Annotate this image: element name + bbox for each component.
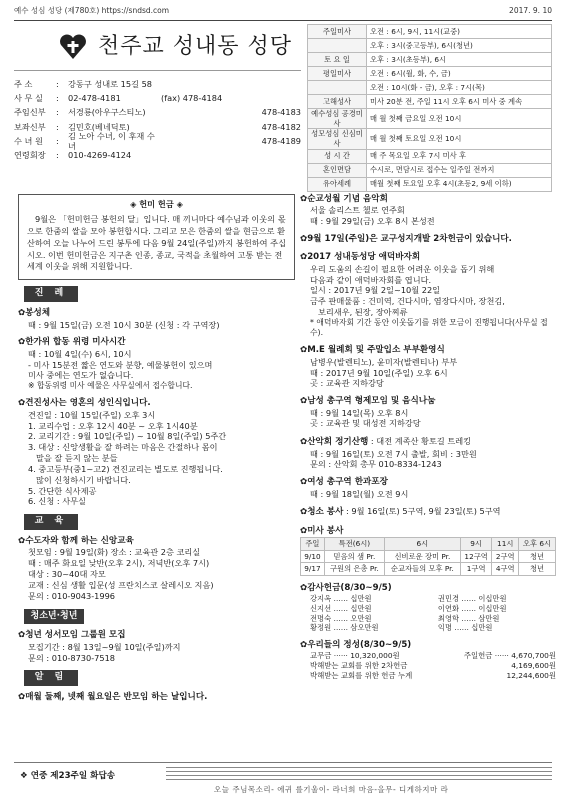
- text-line: 오전 : 6시, 9시, 11시(교중): [367, 25, 552, 39]
- text-line: [308, 81, 367, 95]
- text-line: 때 : 9월 29일(금) 오후 8시 본성전: [310, 216, 435, 227]
- text-line: 주임신부: [14, 107, 46, 118]
- notice-item: [300, 345, 556, 389]
- info-row: 주 소 : 강동구 성내로 15길 58: [14, 77, 301, 91]
- divider: [14, 20, 552, 21]
- notice-item: [300, 436, 556, 470]
- info-row: 연령회장 : 010-4269-4124: [14, 148, 301, 162]
- text-line: 주 소: [14, 78, 33, 89]
- text-line: (fax) 478-4184: [161, 93, 223, 104]
- text-line: 12구역: [460, 550, 492, 563]
- text-line: 곳 : 교육관 및 대성전 지하강당: [310, 418, 421, 429]
- text-line: 수시로, 면담시로 접수는 일주일 전까지: [367, 163, 552, 177]
- text-line: 김민호(베네딕토): [68, 121, 130, 132]
- contact-info: [14, 77, 301, 163]
- schedule-row: [308, 129, 552, 149]
- text-line: ✿ 감사헌금(8/30~9/5): [300, 583, 556, 594]
- text-line: ✿ 2017 성내동성당 애덕바자회: [300, 252, 556, 263]
- responsorial-psalm: [14, 762, 552, 795]
- text-line: ✿ 수도자와 함께 하는 신앙교육: [18, 536, 295, 547]
- notice-item: [300, 640, 556, 681]
- text-line: 일시 : 2017년 9월 2일~10월 22일: [310, 285, 441, 296]
- text-line: ✿ 매월 둘째, 넷째 월요일은 반모임 하는 날입니다.: [18, 692, 295, 703]
- notice-item: [300, 194, 556, 227]
- text-line: 때 : 매주 화요일 낮반(오후 2시), 저녁반(오후 7시): [28, 558, 210, 569]
- notice-item: [300, 234, 556, 245]
- text-line: 모집기간 : 8월 13일~9월 10일(주일)까지: [28, 641, 181, 652]
- text-line: 신비로운 장미 Pr.: [384, 550, 460, 563]
- left-column: [18, 194, 295, 711]
- schedule-row: [308, 39, 552, 53]
- text-line: 성 시 간: [308, 149, 367, 163]
- notice-item: [300, 252, 556, 338]
- text-line: 박해받는 교회를 위한 2차헌금: [310, 660, 408, 670]
- text-line: 우리 도움의 손길이 필요한 어려운 이웃을 돕기 위해: [310, 263, 495, 274]
- text-line: 다음과 같이 애덕바자회를 엽니다.: [310, 274, 432, 285]
- text-line: 연령회장: [14, 150, 46, 161]
- text-line: 1. 교리수업 : 오후 12시 40분 ~ 오후 1시40분: [28, 420, 198, 431]
- text-line: 5. 간단한 식사제공: [28, 485, 97, 496]
- text-line: 강동구 성내로 15길 58: [68, 78, 153, 89]
- text-line: 서경룡(아우구스티노): [68, 107, 146, 118]
- text-line: 주일헌금: [463, 651, 493, 661]
- text-line: * 애덕바자회 기간 동안 이웃돕기를 위한 모금이 진행됩니다(사무실 접수).: [310, 317, 548, 338]
- schedule-row: [308, 177, 552, 191]
- text-line: ✿ 견진성사는 영혼의 성인식입니다.: [18, 398, 295, 409]
- text-line: 남병우(발렌티노), 윤미자(발렌티나) 부부: [310, 356, 458, 367]
- text-line: 십만원: [471, 623, 493, 633]
- text-line: ✿ 순교성월 기념 음악회: [300, 194, 556, 205]
- text-line: 9/17: [301, 563, 325, 576]
- text-line: 보리새우, 된장, 장아찌류: [318, 307, 408, 317]
- text-line: 이연화: [437, 603, 460, 613]
- text-line: ✿ 여성 총구역 한과포장: [300, 477, 556, 488]
- text-line: 보좌신부: [14, 121, 46, 132]
- text-line: 때 : 9월 14일(목) 오후 8시: [310, 407, 409, 418]
- text-line: 오후 6시: [518, 538, 555, 551]
- text-line: 이십만원: [478, 603, 507, 613]
- text-line: 유아세례: [308, 177, 367, 191]
- text-line: : 대전 계족산 황토길 트레킹: [370, 436, 472, 447]
- text-line: 청년: [518, 550, 555, 563]
- info-row: 사 무 실 : 02-478-4181 (fax) 478-4184: [14, 91, 301, 105]
- offering-row: [310, 661, 556, 671]
- table-row: [301, 550, 556, 563]
- text-line: 매 주 목요일 오후 7시 미사 후: [367, 149, 552, 163]
- offering-row: 교무금 ······ 10,320,000원 주일헌금 ······ 4,670,700원: [310, 651, 556, 661]
- text-line: 혼인면담: [308, 163, 367, 177]
- text-line: 9시: [460, 538, 492, 551]
- text-line: 십만원: [350, 594, 372, 604]
- text-line: 문의 : 010-8730-7518: [28, 652, 115, 663]
- info-row: 보좌신부 : 김민호(베네딕토) 478-4182: [14, 121, 301, 132]
- text-line: ✿ 청년 성서모임 그룹원 모집: [18, 630, 295, 641]
- psalm-lyrics: 오늘 주님목소리- 에귀 를기울이- 라너희 마음-을무- 디게하지마 라: [214, 785, 449, 794]
- notice-item: [300, 583, 556, 633]
- text-line: 토 요 일: [308, 53, 367, 67]
- section-label-jinrye: 진 례: [24, 286, 78, 302]
- text-line: 교무금: [310, 651, 332, 661]
- text-line: ✿ 우리들의 정성(8/30~9/5): [300, 640, 556, 651]
- notice-item: [18, 630, 295, 663]
- text-line: 김 노아 수녀, 이 후재 수녀: [68, 130, 155, 152]
- mass-service-table: [300, 537, 556, 576]
- text-line: 금주 판매물품 : 건미역, 건다시마, 염장다시마, 장천김,: [310, 296, 505, 307]
- announcement-box: [18, 194, 295, 280]
- text-line: 신지선: [310, 603, 332, 613]
- text-line: 때 : 10월 4일(수) 6시, 10시: [28, 348, 132, 359]
- text-line: 대상 : 30~40대 자모: [28, 569, 106, 580]
- text-line: 오전 : 10시(화 - 금), 오후 : 7시(목): [367, 81, 552, 95]
- text-line: 삼오만원: [350, 623, 379, 633]
- text-line: 매월 첫째 토요일 오후 4시(초등2, 9세 이하): [367, 177, 552, 191]
- text-line: 말을 잘 듣지 않는 분들: [36, 453, 118, 464]
- schedule-row: [308, 53, 552, 67]
- schedule-row: [308, 67, 552, 81]
- text-line: 익명: [437, 623, 453, 633]
- notice-item: [300, 506, 556, 518]
- donation-row: 강지옥 …… 십만원 권민경 …… 이십만원: [310, 594, 507, 604]
- notice-item: [18, 536, 295, 601]
- music-staff-icon: [166, 767, 552, 785]
- text-line: 곳 : 교육관 지하강당: [310, 378, 384, 389]
- text-line: 사 무 실: [14, 93, 43, 104]
- schedule-row: [308, 149, 552, 163]
- text-line: 매 월 첫째 금요일 오전 10시: [367, 109, 552, 129]
- text-line: 박해받는 교회를 위한 헌금 누계: [310, 670, 413, 680]
- schedule-row: [308, 109, 552, 129]
- text-line: 12,244,600원: [506, 670, 556, 680]
- donation-row: 황정원 …… 삼오만원 익명 …… 십만원: [310, 623, 493, 633]
- text-line: 6시: [384, 538, 460, 551]
- text-line: [308, 39, 367, 53]
- text-line: 평일미사: [308, 67, 367, 81]
- text-line: 첫모임 : 9월 19일(화) 장소 : 교육관 2층 코리실: [28, 547, 201, 558]
- section-label-education: 교 육: [24, 514, 78, 530]
- text-line: 4,670,700원: [511, 651, 556, 661]
- section-label-notice: 알 림: [24, 670, 78, 686]
- text-line: 성모성심 신심미사: [308, 129, 367, 149]
- text-line: 010-4269-4124: [68, 150, 132, 161]
- text-line: 주일: [301, 538, 325, 551]
- schedule-row: [308, 163, 552, 177]
- text-line: 오전 : 6시(월, 화, 수, 금): [367, 67, 552, 81]
- text-line: 오만원: [350, 613, 372, 623]
- text-line: - 미사 15분전 짧은 연도와 분향, 예물봉헌이 있으며: [28, 359, 213, 370]
- title-row: [14, 24, 301, 71]
- text-line: 많이 신청하시기 바랍니다.: [36, 474, 131, 485]
- text-line: ✿ 청소 봉사: [300, 507, 343, 517]
- info-row: 수 녀 원 : 김 노아 수녀, 이 후재 수녀 478-4189: [14, 130, 301, 152]
- text-line: ✿ 미사 봉사: [300, 526, 556, 537]
- text-line: ✿ 9월 17일(주일)은 교구성지개발 2차헌금이 있습니다.: [300, 234, 556, 245]
- psalm-title: ❖ 연중 제23주일 화답송: [20, 771, 116, 781]
- right-column: [300, 194, 556, 687]
- text-line: 삼만원: [478, 613, 500, 623]
- church-name: 천주교 성내동 성당: [98, 34, 293, 60]
- text-line: ✿ M.E 월례회 및 주말입소 부부환영식: [300, 345, 556, 356]
- text-line: 서울 솔리스트 첼로 연주회: [310, 205, 405, 216]
- text-line: 교재 : 신심 생활 입문(성 프란치스코 살레시오 지음): [28, 579, 214, 590]
- text-line: 1구역: [460, 563, 492, 576]
- offering-row: [310, 671, 556, 681]
- schedule-row: [308, 81, 552, 95]
- text-line: ✿ 한가위 합동 위령 미사시간: [18, 337, 295, 348]
- section-label-youth: 청소년·청년: [24, 609, 84, 625]
- text-line: 6. 신청 : 사무실: [28, 496, 86, 507]
- text-line: 10,320,000원: [350, 651, 400, 661]
- text-line: 오후 : 3시(초등부), 6시: [367, 53, 552, 67]
- notice-item: [300, 396, 556, 429]
- text-line: 3. 대상 : 신앙생활을 잘 하려는 마음은 간절하나 몸이: [28, 442, 218, 453]
- text-line: 고해성사: [308, 95, 367, 109]
- text-line: 수 녀 원: [14, 135, 43, 146]
- text-line: 매 월 첫째 토요일 오전 10시: [367, 129, 552, 149]
- text-line: 11시: [492, 538, 519, 551]
- table-row: [301, 563, 556, 576]
- text-line: 순교자들의 모후 Pr.: [384, 563, 460, 576]
- text-line: 전명숙: [310, 613, 332, 623]
- text-line: 때 : 9월 16일(토) 오전 7시 출발, 회비 : 3만원: [310, 448, 477, 459]
- text-line: 때 : 9월 18일(월) 오전 9시: [310, 488, 409, 499]
- notice-item: [300, 477, 556, 499]
- text-line: 02-478-4181: [68, 93, 121, 104]
- mass-schedule-table: [307, 24, 552, 192]
- info-row: 주임신부 : 서경룡(아우구스티노) 478-4183: [14, 107, 301, 118]
- donation-row: 신지선 …… 십만원 이연화 …… 이십만원: [310, 603, 507, 613]
- text-line: 오후 : 3시(중고등부), 6시(청년): [367, 39, 552, 53]
- issue-date: 2017. 9. 10: [509, 6, 552, 15]
- text-line: 청년: [518, 563, 555, 576]
- text-line: 최영학: [437, 613, 460, 623]
- text-line: 주일미사: [308, 25, 367, 39]
- text-line: 4. 중고등부(중1~고2) 견진교리는 별도로 진행됩니다.: [28, 463, 223, 474]
- text-line: 문의 : 산악회 총무 010-8334-1243: [310, 459, 442, 470]
- notice-item: [18, 308, 295, 330]
- notice-item: [18, 398, 295, 507]
- schedule-row: [308, 25, 552, 39]
- text-line: : 9월 16일(토) 5구역, 9월 23일(토) 5구역: [346, 506, 501, 517]
- text-line: ✿ 산악회 정기산행: [300, 437, 368, 447]
- box-title: ◈ 헌미 헌금 ◈: [130, 199, 183, 209]
- text-line: 예수성심 공경미사: [308, 109, 367, 129]
- text-line: 강지옥: [310, 594, 332, 604]
- notice-item: [300, 526, 556, 576]
- text-line: 4구역: [492, 563, 519, 576]
- text-line: 478-4182: [261, 121, 301, 132]
- text-line: 견진일 : 10월 15일(주일) 오후 3시: [28, 409, 156, 420]
- text-line: 478-4183: [261, 107, 301, 118]
- bulletin-info: 예수 성심 성당 (제780호) https://sndsd.com: [14, 6, 170, 15]
- text-line: 때 : 9월 15일(금) 오전 10시 30분 (신청 : 각 구역장): [28, 319, 220, 330]
- text-line: 9/10: [301, 550, 325, 563]
- text-line: 권민경: [437, 594, 460, 604]
- header-bar: [14, 6, 552, 18]
- text-line: ※ 합동위령 미사 예물은 사무실에서 접수합니다.: [28, 381, 193, 391]
- text-line: 478-4189: [261, 135, 301, 146]
- text-line: 문의 : 010-9043-1996: [28, 590, 115, 601]
- text-line: ✿ 봉성체: [18, 308, 295, 319]
- schedule-row: [308, 95, 552, 109]
- notice-item: [18, 692, 295, 703]
- text-line: 때 : 2017년 9월 10일(주일) 오후 6시: [310, 367, 448, 378]
- text-line: ✿ 남성 총구역 형제모임 및 음식나눔: [300, 396, 556, 407]
- text-line: 황정원: [310, 623, 332, 633]
- text-line: 미사 중에는 연도가 없습니다.: [28, 370, 134, 381]
- text-line: 2. 교리기간 : 9월 10일(주일) ~ 10월 8일(주일) 5주간: [28, 431, 227, 442]
- text-line: 미사 20분 전, 주일 11시 오후 6시 미사 중 계속: [367, 95, 552, 109]
- text-line: 2구역: [492, 550, 519, 563]
- notice-item: [18, 337, 295, 391]
- church-header: [14, 24, 301, 186]
- text-line: 십만원: [350, 603, 372, 613]
- box-text: 9월은 「헌미헌금 봉헌의 달」입니다. 매 끼니마다 예수님과 이웃의 몫으로 한줌의 쌀을 모아 봉헌합시다. 그리고 모은 한줌의 쌀을 현금으로 환산하여 오늘 나누어 드린 봉투에 다음 9월 24일(주일)까지 봉헌하여 주십시오. 이번 헌미헌금은 지구촌 인종, 종교, 국적을 초월하여 고통 받는 전 세계 이웃을 위해 지원합니다.: [27, 213, 286, 272]
- text-line: 이십만원: [478, 594, 507, 604]
- text-line: 특전(6시): [324, 538, 384, 551]
- text-line: 구원의 은총 Pr.: [324, 563, 384, 576]
- text-line: 4,169,600원: [511, 660, 556, 670]
- text-line: 믿음의 샘 Pr.: [324, 550, 384, 563]
- donation-row: 전명숙 …… 오만원 최영학 …… 삼만원: [310, 613, 500, 623]
- church-logo-icon: [58, 32, 88, 62]
